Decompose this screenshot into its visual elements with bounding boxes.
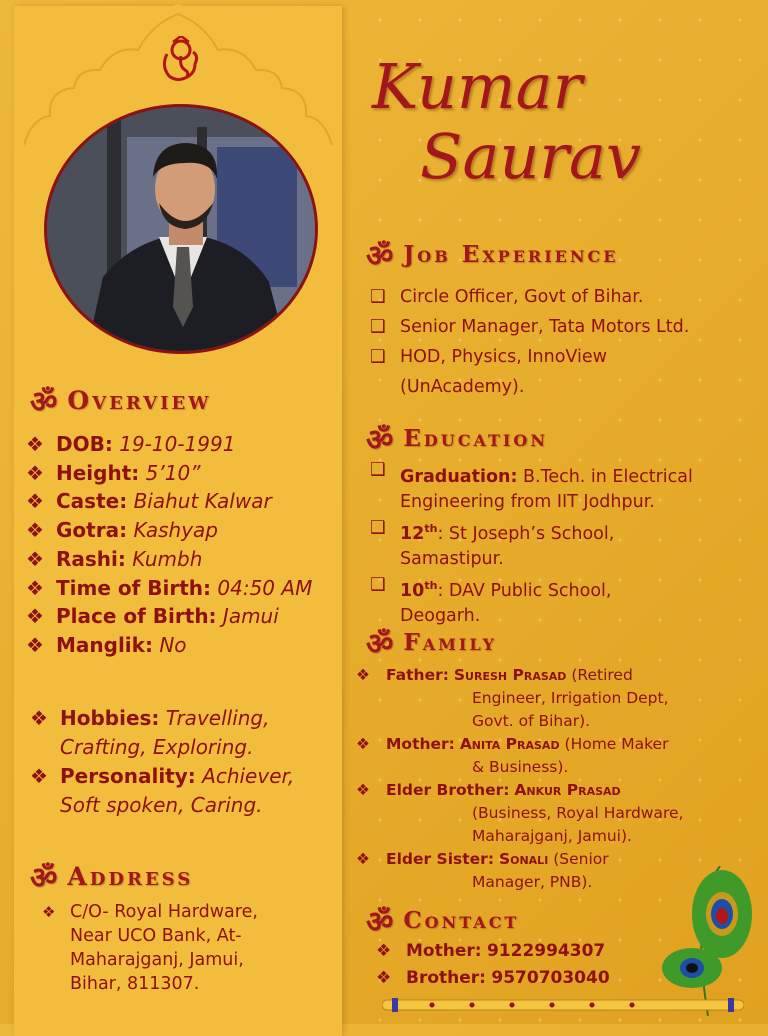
checkbox-icon: ❑ [370,347,386,367]
checkbox-icon: ❑ [370,317,386,337]
contact-heading: ॐ Contact [366,900,519,941]
list-item: ❖ Hobbies: Travelling, Crafting, Exploring. [30,704,340,762]
diamond-icon: ❖ [376,968,392,988]
address-line: C/O- Royal Hardware, [70,902,258,922]
list-item: ❑ HOD, Physics, InnoView (UnAcademy). [370,342,760,402]
ganesha-icon [159,36,203,82]
diamond-icon: ❖ [26,460,44,485]
education-list [370,458,760,629]
diamond-icon: ❖ [26,575,44,600]
list-item: ❖ Height: 5’10” [26,459,312,488]
diamond-icon: ❖ [26,632,44,657]
diamond-icon: ❖ [26,518,44,543]
list-item: ❖ Place of Birth: Jamui [26,602,312,631]
address-line: Near UCO Bank, At- [70,926,242,946]
phone-number: 9570703040 [491,968,610,988]
list-item: ❖ Elder Sister: Sonali (Senior Manager, PNB). [356,850,609,891]
list-item: ❖ Father: Suresh Prasad (Retired Engineer, Irrigation Dept, Govt. of Bihar). [356,666,669,730]
address-line: Maharajganj, Jamui, [70,950,244,970]
education-heading: ॐ Education [366,418,548,459]
diamond-icon: ❖ [356,781,370,799]
diamond-icon: ❖ [356,850,370,868]
diamond-icon: ❖ [356,735,370,753]
flute-icon [382,994,744,1016]
overview-list [26,430,312,660]
diamond-icon: ❖ [356,666,370,684]
address-line: Bihar, 811307. [70,974,200,994]
contact-list [376,938,610,992]
om-icon: ॐ [30,385,58,420]
om-icon: ॐ [30,861,58,896]
list-item: ❖ Elder Brother: Ankur Prasad (Business, Royal Hardware, Maharajganj, Jamui). [356,781,684,845]
family-heading: ॐ Family [366,622,497,663]
om-icon: ॐ [366,239,394,274]
diamond-icon: ❖ [26,489,44,514]
om-icon: ॐ [366,423,394,458]
personal-list [30,704,340,820]
job-list [370,282,760,402]
checkbox-icon: ❑ [370,460,386,480]
om-icon: ॐ [366,627,394,662]
list-item: ❖ Time of Birth: 04:50 AM [26,574,312,603]
address-heading: ॐ Address [30,856,193,897]
list-item: ❖ Caste: Biahut Kalwar [26,487,312,516]
list-item: ❖ Personality: Achiever, Soft spoken, Caring. [30,762,340,820]
diamond-icon: ❖ [26,546,44,571]
list-item: ❖ Mother: 9122994307 [376,938,610,965]
name-first: Kumar [372,50,583,123]
diamond-icon: ❖ [26,432,44,456]
list-item: ❑ Senior Manager, Tata Motors Ltd. [370,312,760,342]
checkbox-icon: ❑ [370,574,386,595]
family-list [356,664,766,894]
phone-number: 9122994307 [486,941,606,961]
overview-heading: ॐ Overview [30,380,211,421]
diamond-icon: ❖ [30,706,48,730]
om-icon: ॐ [366,905,394,940]
diamond-icon: ❖ [26,604,44,629]
name-last: Saurav [420,120,641,193]
list-item: ❑ Graduation: B.Tech. in Electrical Engineering from IIT Jodhpur. [370,458,760,516]
list-item: ❑ Circle Officer, Govt of Bihar. [370,282,760,312]
list-item: ❑ 12th: St Joseph’s School, Samastipur. [370,516,760,573]
list-item: ❖ Rashi: Kumbh [26,545,312,574]
checkbox-icon: ❑ [370,287,386,307]
checkbox-icon: ❑ [370,517,386,538]
list-item: ❑ 10th: DAV Public School, Deogarh. [370,573,760,630]
profile-photo [44,104,318,354]
list-item: ❖ Brother: 9570703040 [376,965,610,992]
list-item: ❖ Gotra: Kashyap [26,516,312,545]
job-heading: ॐ Job Experience [366,234,618,275]
diamond-icon: ❖ [42,903,56,921]
list-item: ❖ Manglik: No [26,631,312,660]
list-item: ❖ DOB: 19-10-1991 [26,430,312,459]
list-item: ❖ Mother: Anita Prasad (Home Maker & Business). [356,735,669,776]
address-block [42,900,258,996]
diamond-icon: ❖ [376,941,392,961]
diamond-icon: ❖ [30,764,48,788]
